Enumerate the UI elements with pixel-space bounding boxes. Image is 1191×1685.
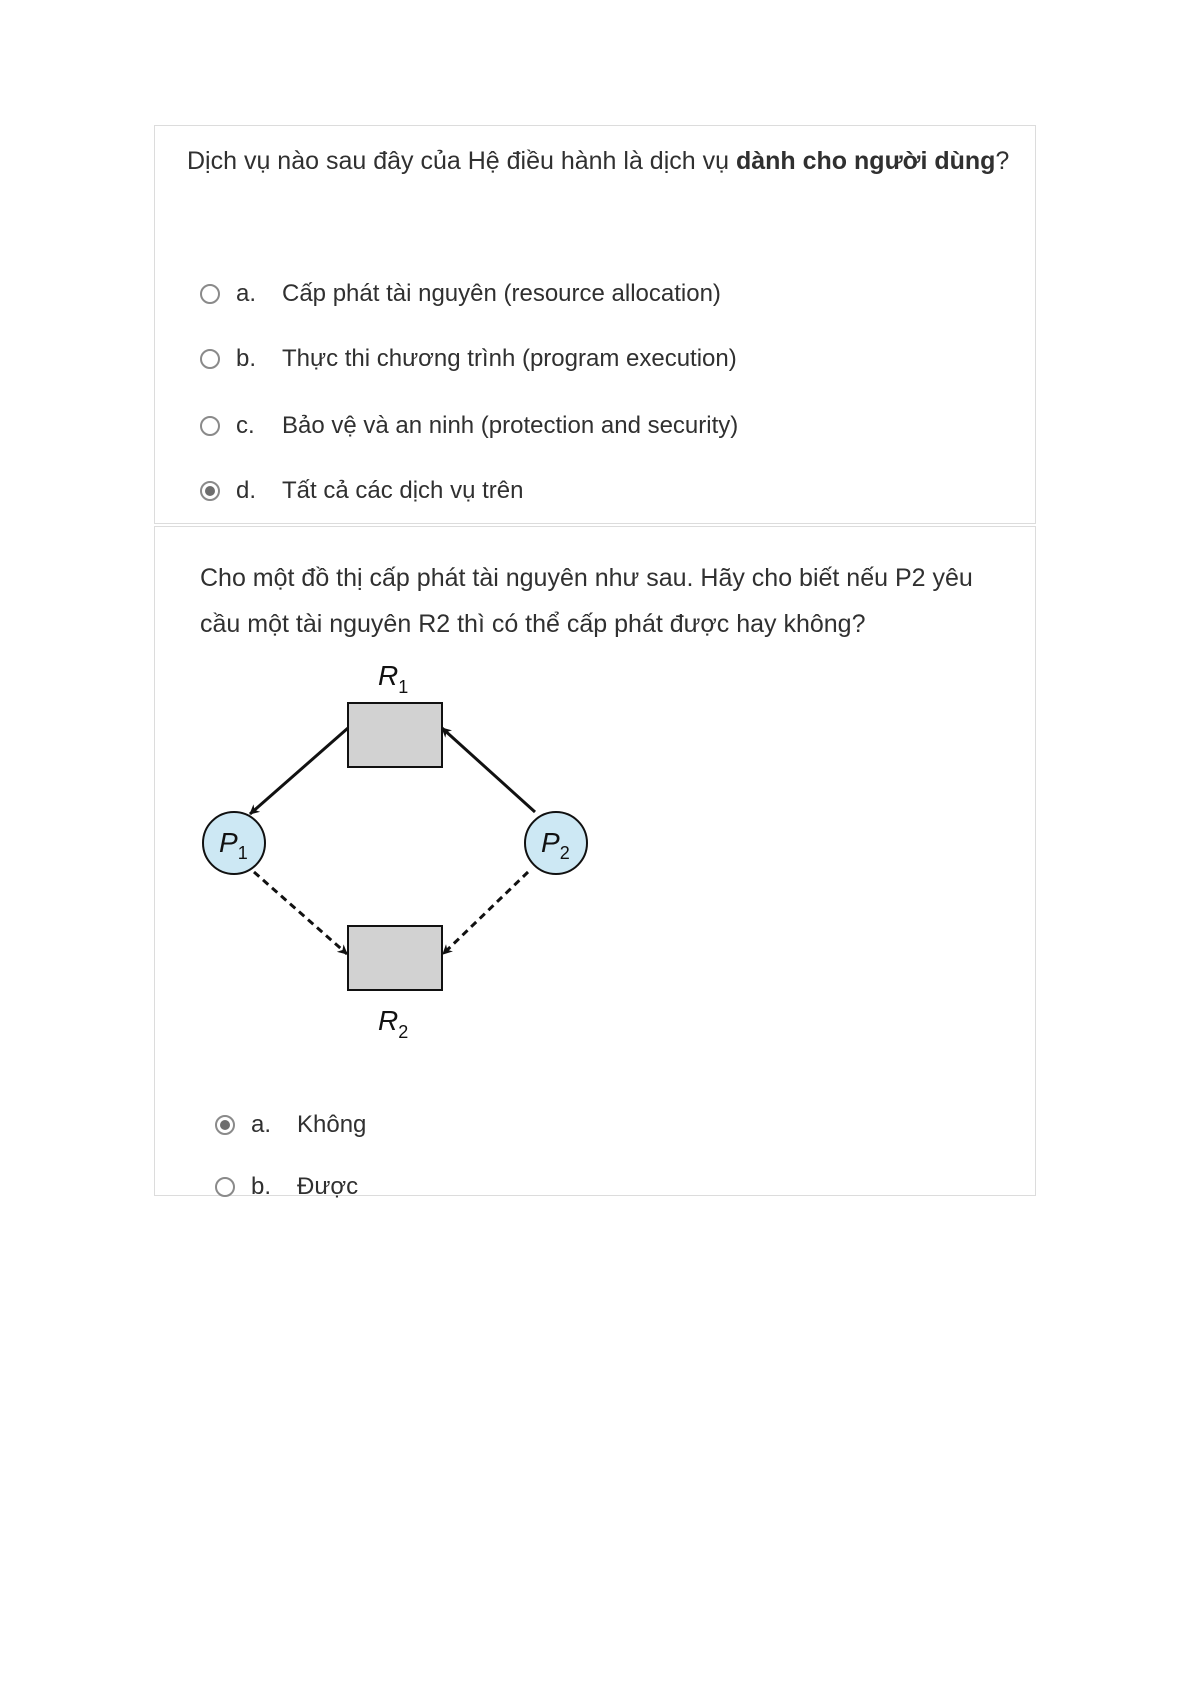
resource-r1-label: $R_1$ — [378, 660, 409, 697]
radio-button-a[interactable] — [215, 1115, 235, 1135]
question-1-option-c[interactable] — [200, 408, 738, 444]
process-p1-label: $P_1$ — [219, 827, 248, 863]
claim-edge-p2-r2 — [443, 872, 528, 954]
radio-button-d[interactable] — [200, 481, 220, 501]
option-label: Thực thi chương trình (program execution) — [282, 345, 737, 372]
question-1-text — [187, 138, 1027, 184]
option-label: Được — [297, 1173, 359, 1200]
option-label: Cấp phát tài nguyên (resource allocation) — [282, 280, 721, 307]
radio-button-a[interactable] — [200, 284, 220, 304]
option-letter: c. — [236, 412, 255, 439]
assignment-edge-r1-p1 — [250, 728, 348, 814]
option-label: Tất cả các dịch vụ trên — [282, 477, 524, 504]
question-1-card — [154, 125, 1036, 524]
question-2-text: Cho một đồ thị cấp phát tài nguyên như sau. Hãy cho biết nếu P2 yêu cầu một tài nguyên R2 thì có thể cấp phát được hay không? — [200, 564, 973, 638]
question-1-text-suffix: ? — [995, 147, 1010, 175]
option-letter: a. — [236, 280, 257, 307]
request-edge-p2-r1 — [442, 728, 535, 812]
option-label: Không — [297, 1111, 367, 1138]
option-letter: a. — [251, 1111, 272, 1138]
resource-r2-label: $R_2$ — [378, 1005, 409, 1042]
option-label: Bảo vệ và an ninh (protection and security) — [282, 412, 739, 439]
option-letter: d. — [236, 477, 257, 504]
question-1-option-b[interactable] — [200, 341, 737, 377]
question-1-text-prefix: Dịch vụ nào sau đây của Hệ điều hành là dịch vụ — [187, 147, 736, 175]
question-2-option-b[interactable] — [215, 1169, 358, 1205]
radio-button-b[interactable] — [200, 349, 220, 369]
question-2-option-a[interactable] — [215, 1107, 366, 1143]
question-1-text-bold: dành cho người dùng — [735, 147, 996, 175]
resource-r1-box — [348, 703, 442, 767]
option-letter: b. — [236, 345, 257, 372]
radio-button-c[interactable] — [200, 416, 220, 436]
option-letter: b. — [251, 1173, 272, 1200]
resource-allocation-graph — [190, 650, 610, 1050]
claim-edge-p1-r2 — [254, 872, 347, 954]
process-p2-label: $P_2$ — [541, 827, 570, 863]
resource-r2-box — [348, 926, 442, 990]
question-1-option-a[interactable] — [200, 276, 721, 312]
radio-button-b[interactable] — [215, 1177, 235, 1197]
question-1-option-d[interactable] — [200, 473, 523, 509]
